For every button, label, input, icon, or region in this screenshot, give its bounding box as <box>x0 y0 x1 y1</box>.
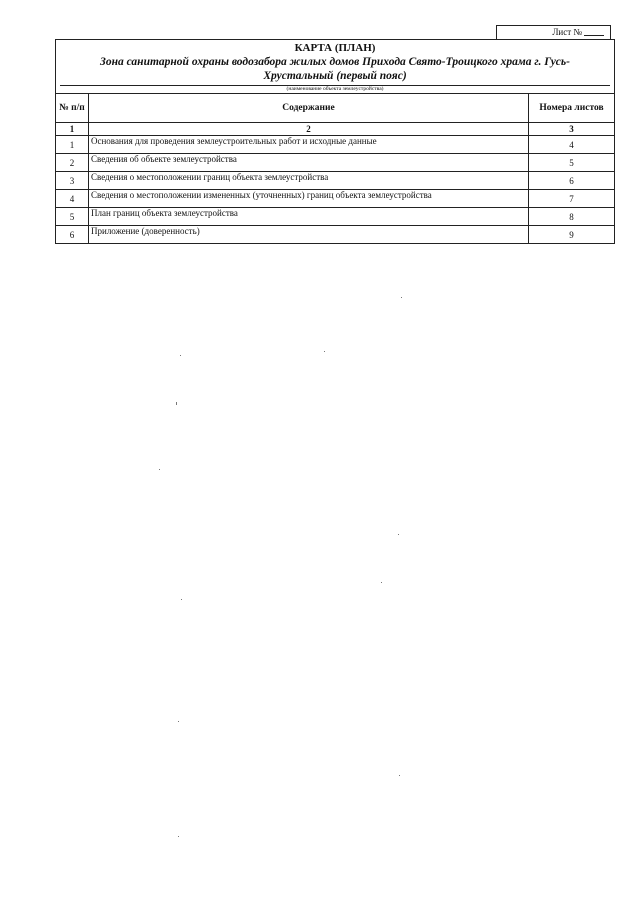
row-number: 2 <box>56 154 89 172</box>
scan-speck <box>181 599 182 600</box>
row-content: Сведения о местоположении измененных (уточненных) границ объекта землеустройства <box>89 190 529 208</box>
scan-speck <box>381 582 382 583</box>
row-number: 1 <box>56 136 89 154</box>
header-pages: Номера листов <box>529 94 615 123</box>
contents-table <box>55 39 615 244</box>
row-number: 6 <box>56 226 89 244</box>
table-row <box>56 190 615 208</box>
row-content: Сведения об объекте землеустройства <box>89 154 529 172</box>
scan-speck <box>159 469 160 470</box>
object-name-line-1: Зона санитарной охраны водозабора жилых домов Прихода Свято-Троицкого храма г. Гусь- <box>100 56 570 68</box>
table-row <box>56 136 615 154</box>
scan-speck <box>324 351 325 352</box>
row-page: 9 <box>529 226 615 244</box>
table-row <box>56 154 615 172</box>
column-number-row <box>56 123 615 136</box>
scan-speck <box>398 534 399 535</box>
column-header-row <box>56 94 615 123</box>
object-name-caption: (наименование объекта землеустройства) <box>60 85 610 93</box>
row-page: 8 <box>529 208 615 226</box>
row-content: План границ объекта землеустройства <box>89 208 529 226</box>
table-row <box>56 208 615 226</box>
document-title: КАРТА (ПЛАН) <box>294 42 376 54</box>
row-page: 7 <box>529 190 615 208</box>
sheet-number-box <box>496 25 611 39</box>
table-row <box>56 226 615 244</box>
sheet-number-label: Лист № <box>552 27 582 37</box>
scan-speck <box>180 355 181 356</box>
title-cell <box>56 40 615 94</box>
table-row <box>56 172 615 190</box>
title-row <box>56 40 615 94</box>
row-page: 4 <box>529 136 615 154</box>
scan-speck <box>399 775 400 776</box>
object-name-line-2: Хрустальный (первый пояс) <box>263 70 407 82</box>
row-page: 5 <box>529 154 615 172</box>
header-number: № п/п <box>56 94 89 123</box>
row-content: Приложение (доверенность) <box>89 226 529 244</box>
column-number-1: 1 <box>56 123 89 136</box>
row-number: 5 <box>56 208 89 226</box>
row-content: Основания для проведения землеустроительных работ и исходные данные <box>89 136 529 154</box>
row-content: Сведения о местоположении границ объекта землеустройства <box>89 172 529 190</box>
row-page: 6 <box>529 172 615 190</box>
scan-speck <box>176 402 177 405</box>
row-number: 3 <box>56 172 89 190</box>
column-number-2: 2 <box>89 123 529 136</box>
header-content: Содержание <box>89 94 529 123</box>
scan-speck <box>178 836 179 837</box>
scan-speck <box>401 297 402 298</box>
column-number-3: 3 <box>529 123 615 136</box>
sheet-number-blank <box>584 26 604 36</box>
row-number: 4 <box>56 190 89 208</box>
scan-speck <box>178 721 179 722</box>
